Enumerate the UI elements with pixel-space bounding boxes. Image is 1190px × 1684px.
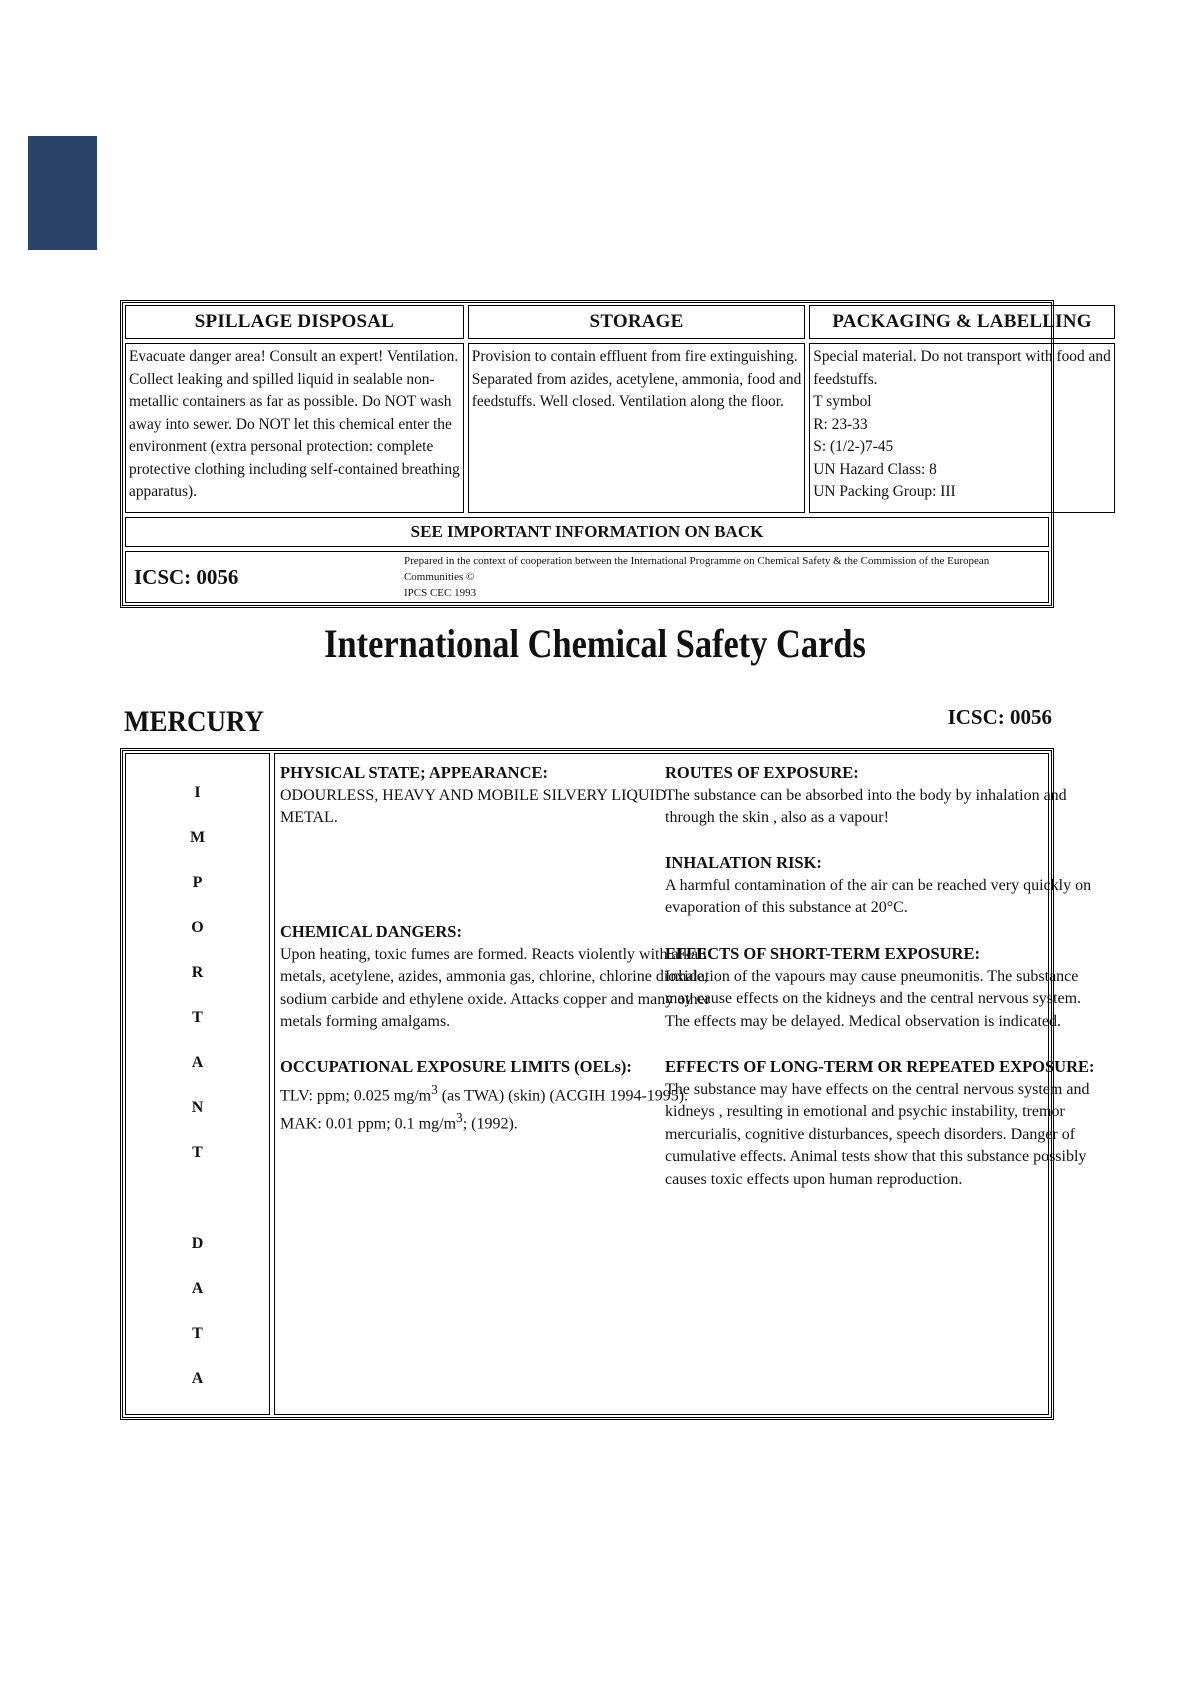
storage-heading: STORAGE — [468, 305, 805, 339]
card-columns — [125, 305, 1111, 513]
important-data-card — [120, 748, 1095, 1420]
side-letter: A — [191, 1280, 204, 1297]
see-back-notice: SEE IMPORTANT INFORMATION ON BACK — [125, 517, 1049, 547]
side-letter: T — [192, 1325, 203, 1342]
tlv-text: (as TWA) (skin) (ACGIH 1994-1995). — [437, 1086, 689, 1104]
text-line: R: 23-33 — [813, 415, 868, 433]
text-line: metals, acetylene, azides, ammonia gas, chlorine, chlorine dioxide, — [280, 968, 708, 985]
packaging-text — [809, 343, 1114, 513]
tlv-text: TLV: ppm; 0.025 mg/m — [280, 1086, 432, 1104]
routes-of-exposure-section — [665, 762, 1067, 830]
text-line: Evacuate danger area! Consult an expert! Ventilation. — [129, 348, 459, 365]
card-footer — [125, 551, 1049, 603]
side-letter: D — [191, 1235, 204, 1252]
text-line: metallic containers as far as possible. Do NOT wash — [129, 393, 452, 410]
section-heading: INHALATION RISK: — [665, 853, 822, 872]
chemical-icsc: ICSC: 0056 — [947, 705, 1052, 729]
side-letter: M — [189, 829, 206, 846]
section-heading: ROUTES OF EXPOSURE: — [665, 763, 859, 782]
mak-line — [280, 1107, 660, 1136]
text-line: environment (extra personal protection: complete — [129, 438, 434, 455]
text-line: Collect leaking and spilled liquid in sealable non- — [129, 370, 435, 388]
mak-text: ; (1992). — [462, 1115, 518, 1133]
card-frame — [120, 300, 1111, 608]
section-heading: OCCUPATIONAL EXPOSURE LIMITS (OELs): — [280, 1057, 632, 1076]
section-heading: CHEMICAL DANGERS: — [280, 922, 462, 941]
text-line: T symbol — [813, 393, 872, 410]
long-term-effects-section — [665, 1056, 1095, 1191]
text-line: A harmful contamination of the air can be reached very quickly on — [665, 876, 1092, 894]
text-line: The substance may have effects on the central nervous system and — [665, 1080, 1090, 1098]
side-letter: T — [192, 1144, 203, 1161]
header-color-block — [28, 136, 97, 250]
text-line: feedstuffs. Well closed. Ventilation along the floor. — [471, 393, 784, 410]
safety-card-top — [120, 300, 1111, 608]
text-line: sodium carbide and ethylene oxide. Attacks copper and many other — [280, 990, 711, 1008]
text-line: The substance can be absorbed into the body by inhalation and — [665, 786, 1067, 804]
text-line: protective clothing including self-contained breathing — [129, 460, 460, 478]
text-line: away into sewer. Do NOT let this chemical enter the — [129, 415, 452, 433]
side-letter: A — [191, 1054, 204, 1071]
spillage-heading: SPILLAGE DISPOSAL — [125, 305, 464, 339]
text-line: UN Packing Group: III — [813, 483, 956, 500]
prepared-note — [404, 553, 1048, 601]
inhalation-risk-section — [665, 852, 1092, 920]
side-letter: A — [191, 1370, 204, 1387]
storage-column — [468, 305, 805, 513]
chemical-name: MERCURY — [124, 705, 265, 738]
icsc-number: ICSC: 0056 — [134, 564, 239, 589]
text-line: Special material. Do not transport with food and — [813, 348, 1111, 365]
text-line: Separated from azides, acetylene, ammonia, food and — [471, 370, 802, 388]
packaging-column — [809, 305, 1114, 513]
storage-text — [468, 343, 805, 513]
section-heading: PHYSICAL STATE; APPEARANCE: — [280, 763, 549, 782]
spillage-column — [125, 305, 464, 513]
spillage-text — [125, 343, 464, 513]
text-line: The effects may be delayed. Medical observation is indicated. — [665, 1012, 1061, 1030]
important-data-content — [274, 753, 1095, 1415]
text-line: through the skin , also as a vapour! — [665, 809, 889, 826]
text-line: mercurialis, cognitive disturbances, speech disorders. Danger of — [665, 1125, 1076, 1143]
text-line: UN Hazard Class: 8 — [813, 460, 937, 478]
text-line: apparatus). — [129, 483, 197, 500]
superscript: 3 — [456, 1110, 463, 1126]
prepared-line: IPCS CEC 1993 — [403, 587, 477, 599]
packaging-heading: PACKAGING & LABELLING — [809, 305, 1114, 339]
text-line: Provision to contain effluent from fire extinguishing. — [471, 348, 798, 365]
side-letter: R — [191, 964, 204, 981]
section-heading: EFFECTS OF LONG-TERM OR REPEATED EXPOSURE: — [665, 1057, 1095, 1076]
superscript: 3 — [431, 1081, 438, 1097]
text-line: Inhalation of the vapours may cause pneumonitis. The substance — [665, 967, 1079, 985]
text-line: metals forming amalgams. — [280, 1013, 451, 1030]
prepared-line: Prepared in the context of cooperation between the International Programme on Chemical Safety & the Commission of the European Communities © — [403, 555, 990, 583]
text-line: feedstuffs. — [813, 370, 878, 388]
card-frame — [120, 748, 1095, 1420]
section-heading: EFFECTS OF SHORT-TERM EXPOSURE: — [665, 944, 980, 963]
chemical-dangers-section — [280, 921, 711, 1034]
text-line: may cause effects on the kidneys and the central nervous system. — [665, 990, 1082, 1007]
text-line: METAL. — [280, 809, 338, 826]
text-line: causes toxic effects upon human reproduction. — [665, 1170, 963, 1188]
text-line: cumulative effects. Animal tests show that this substance possibly — [665, 1148, 1087, 1165]
side-letter: O — [191, 919, 204, 936]
page-title: International Chemical Safety Cards — [324, 621, 866, 666]
text-line: S: (1/2-)7-45 — [813, 438, 894, 455]
text-line: Upon heating, toxic fumes are formed. Reacts violently with alkali — [280, 945, 707, 963]
physical-state-section — [280, 762, 667, 830]
side-letter: T — [192, 1009, 203, 1026]
tlv-line — [280, 1079, 689, 1108]
side-letter: I — [194, 784, 201, 801]
side-letter: N — [191, 1099, 204, 1116]
short-term-effects-section — [665, 943, 1082, 1033]
important-data-sidebar — [125, 753, 270, 1415]
text-line: kidneys , resulting in emotional and psychic instability, tremor — [665, 1103, 1065, 1120]
side-letter: P — [192, 874, 203, 891]
text-line: evaporation of this substance at 20°C. — [665, 899, 908, 916]
text-line: ODOURLESS, HEAVY AND MOBILE SILVERY LIQUID — [280, 786, 667, 804]
exposure-limits-section — [280, 1056, 689, 1136]
mak-text: MAK: 0.01 ppm; 0.1 mg/m — [280, 1115, 457, 1133]
